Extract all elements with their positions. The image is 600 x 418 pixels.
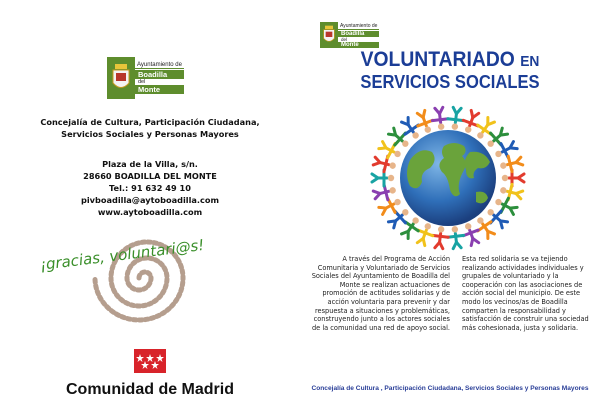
- person-figure: [483, 125, 510, 152]
- person-figure: [492, 193, 519, 217]
- person-figure: [414, 109, 437, 135]
- logo-small-text: [338, 22, 379, 48]
- person-figure: [460, 221, 483, 247]
- person-figure: [386, 204, 413, 231]
- department-line1: Concejalía de Cultura, Participación Ciudadana,: [40, 117, 260, 127]
- globe-people-illustration: [358, 98, 538, 258]
- ayuntamiento-logo-small: [320, 22, 379, 48]
- person-figure: [483, 204, 510, 231]
- title-line1: [312, 48, 588, 72]
- paragraph-left: A través del Programa de Acción Comunitaria y Voluntariado de Servicios Sociales del Ayuntamiento de Boadilla del Monte se realizan actuaciones de promoción de actitudes solidarias y de acción voluntaria para prevenir y dar respuesta a situaciones y problemáticas, construyendo junto a los actores sociales de la comunidad una red de apoyo social.: [311, 255, 450, 332]
- logo-text: [135, 57, 184, 99]
- person-figure: [498, 153, 523, 174]
- person-figure: [377, 193, 404, 217]
- madrid-flag-icon: [134, 349, 166, 373]
- ayuntamiento-logo: [107, 57, 184, 99]
- email[interactable]: pivboadilla@aytoboadilla.com: [80, 195, 220, 205]
- crest-icon: [107, 57, 135, 99]
- website[interactable]: www.aytoboadilla.com: [97, 207, 203, 217]
- logo-line2: Boadilla: [135, 70, 184, 79]
- front-panel: [300, 0, 600, 418]
- gracias-slogan: ¡gracias, voluntari@s!: [38, 235, 206, 274]
- comunidad-madrid-label: Comunidad de Madrid: [66, 381, 234, 398]
- person-figure: [386, 125, 413, 152]
- title-en-word: EN: [520, 53, 540, 70]
- front-footer: Concejalía de Cultura , Participación Ciudadana, Servicios Sociales y Personas Mayores: [311, 385, 589, 392]
- person-figure: [431, 225, 450, 249]
- logo-line1: Ayuntamiento de: [137, 62, 182, 68]
- person-figure: [498, 182, 523, 203]
- logo-small-line1: Ayuntamiento de: [340, 22, 378, 29]
- logo-small-line4: Monte: [338, 42, 379, 48]
- person-figure: [460, 109, 483, 135]
- phone: Tel.: 91 632 49 10: [109, 183, 191, 193]
- department-line2: Servicios Sociales y Personas Mayores: [61, 129, 239, 139]
- contact-block: [10, 158, 290, 218]
- department-name: [10, 116, 290, 140]
- person-figure: [377, 138, 404, 162]
- person-figure: [414, 221, 437, 247]
- person-figure: [372, 153, 397, 174]
- logo-small-line3: del: [341, 36, 348, 42]
- logo-small-line2: Boadilla: [338, 31, 379, 37]
- title-main-word: VOLUNTARIADO: [360, 48, 515, 71]
- address-street: Plaza de la Villa, s/n.: [102, 159, 198, 169]
- title-line2: SERVICIOS SOCIALES: [360, 72, 540, 92]
- logo-line3: del: [138, 79, 146, 85]
- person-figure: [492, 138, 519, 162]
- paragraph-right: Esta red solidaria se va tejiendo realizando actividades individuales y grupales de voluntariado y la cooperación con las asociaciones de acción social del municipio. De este modo los vecinos/as de Boadilla comparten la responsabilidad y satisfacción de construir una sociedad más cohesionada, justa y solidaria.: [462, 255, 589, 332]
- crest-small-icon: [320, 22, 338, 48]
- person-figure: [447, 107, 466, 131]
- logo-line4: Monte: [135, 85, 184, 94]
- address-city: 28660 BOADILLA DEL MONTE: [83, 171, 217, 181]
